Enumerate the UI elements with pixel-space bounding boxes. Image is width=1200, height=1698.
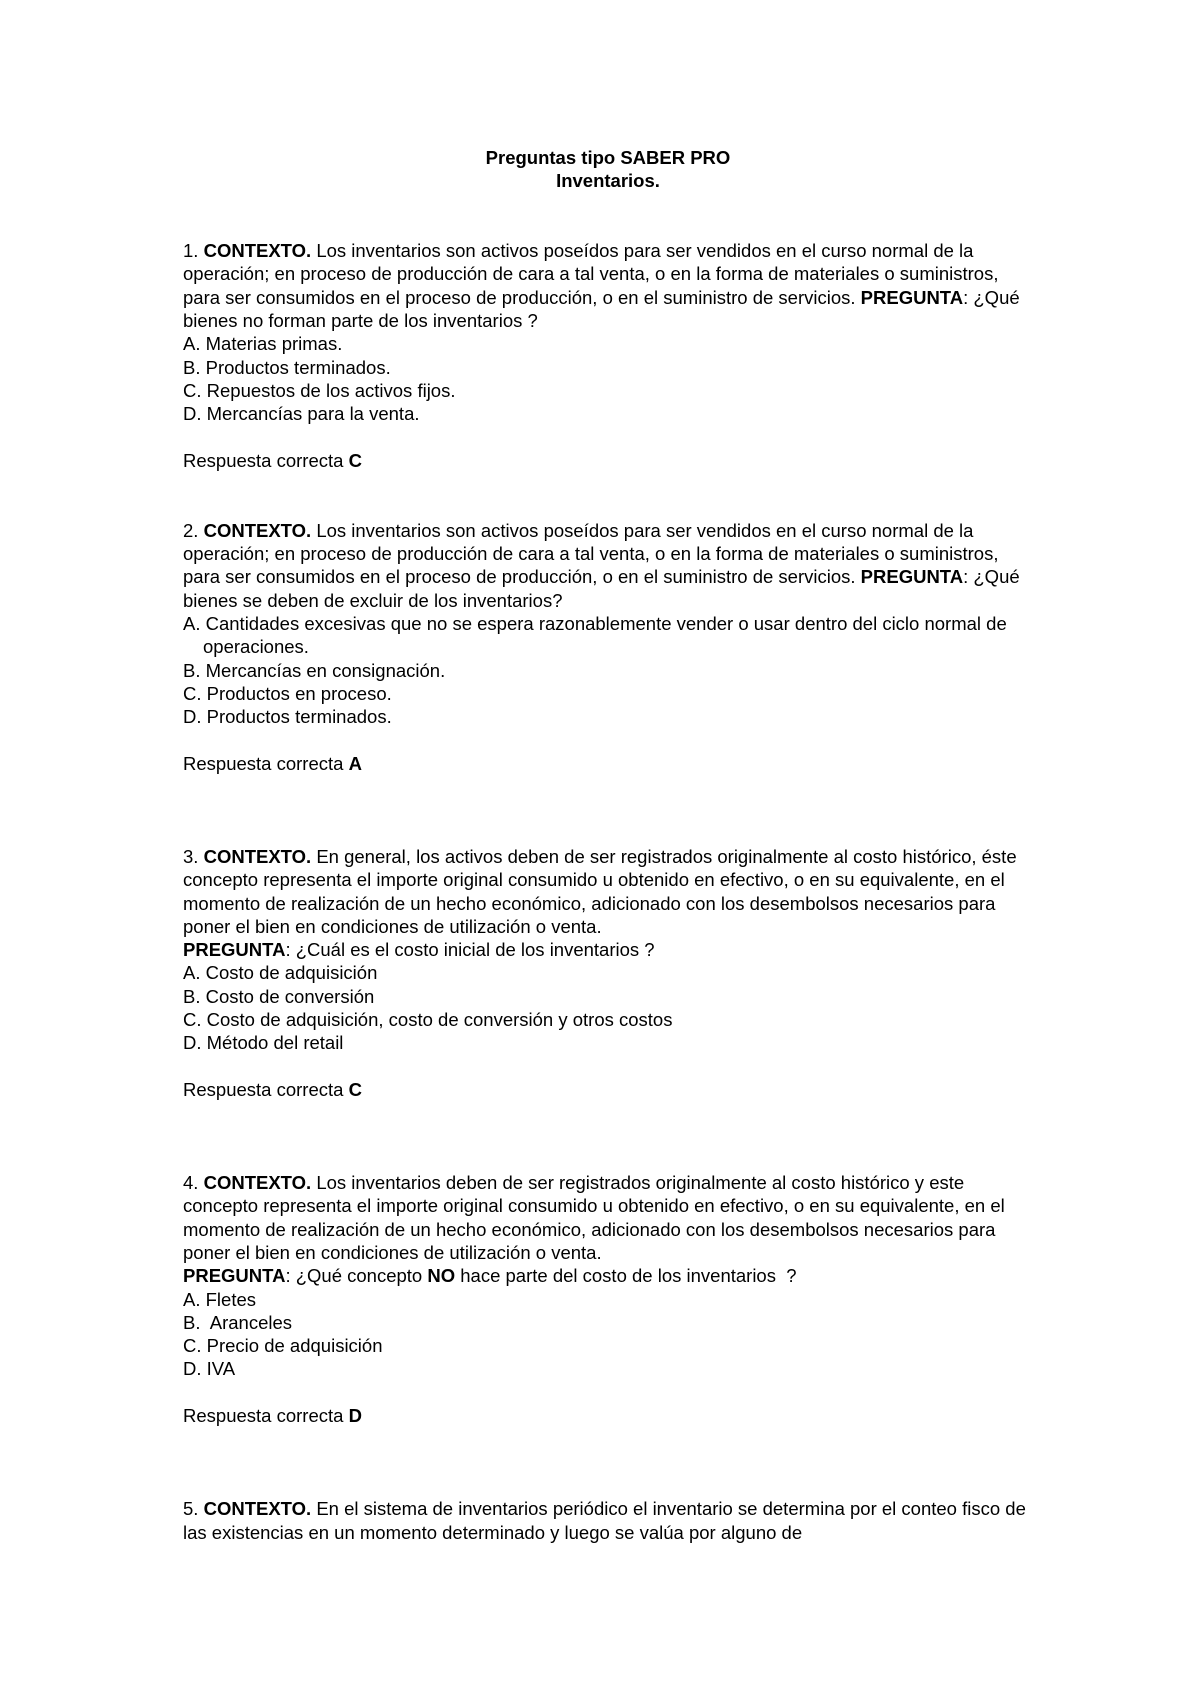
document-content	[183, 146, 1033, 1544]
question-2	[183, 519, 1033, 775]
question-4-context	[183, 1171, 1033, 1264]
option-a: A. Costo de adquisición	[183, 962, 378, 984]
context-text: En el sistema de inventarios periódico el inventario se determina por el conteo fisco de las existencias en un momento determinado y luego se valúa por alguno de	[183, 1498, 1026, 1543]
answer-line	[183, 1404, 1033, 1427]
option-d: D. Método del retail	[183, 1032, 344, 1054]
context-label: CONTEXTO.	[203, 519, 312, 541]
spacer	[183, 1101, 1033, 1171]
spacer	[183, 728, 1033, 751]
answer-line	[183, 1078, 1033, 1101]
question-label: PREGUNTA	[183, 939, 286, 961]
question-3-context	[183, 845, 1033, 938]
context-text: En general, los activos deben de ser registrados originalmente al costo histórico, éste concepto representa el importe original consumido u obtenido en efectivo, o en su equivalente, en el momento de realización de un hecho económico, adicionado con los desembolsos necesarios para poner el bien en condiciones de utilización o venta.	[183, 845, 1017, 937]
question-number: 2.	[183, 519, 199, 541]
spacer	[183, 193, 1033, 240]
answer-value: C	[348, 1078, 362, 1100]
question-5	[183, 1497, 1033, 1544]
question-4-prompt	[183, 1264, 1033, 1287]
question-label: PREGUNTA	[860, 566, 964, 588]
option-b: B. Productos terminados.	[183, 356, 391, 378]
question-4	[183, 1171, 1033, 1427]
option-b: B. Mercancías en consignación.	[183, 659, 446, 681]
question-1	[183, 239, 1033, 472]
option-a: A. Fletes	[183, 1288, 256, 1310]
spacer	[183, 472, 1033, 519]
answer-value: C	[348, 449, 362, 471]
option-b: B. Costo de conversión	[183, 985, 375, 1007]
question-label: PREGUNTA	[860, 286, 964, 308]
question-text-after: hace parte del costo de los inventarios ?	[455, 1265, 797, 1287]
question-text-before: : ¿Qué concepto	[285, 1265, 428, 1287]
option-c: C. Costo de adquisición, costo de conversión y otros costos	[183, 1008, 673, 1030]
answer-label: Respuesta correcta	[183, 1078, 344, 1100]
option-d: D. Productos terminados.	[183, 706, 392, 728]
question-3	[183, 845, 1033, 1101]
question-number: 3.	[183, 845, 199, 867]
question-1-body	[183, 239, 1033, 332]
answer-label: Respuesta correcta	[183, 752, 344, 774]
option-d: D. IVA	[183, 1358, 236, 1380]
context-label: CONTEXTO.	[203, 240, 312, 262]
option-a: A. Materias primas.	[183, 333, 343, 355]
context-text: Los inventarios son activos poseídos para ser vendidos en el curso normal de la operación; en proceso de producción de cara a tal venta, o en la forma de materiales o suministros, para ser consumidos en el proceso de producción, o en el suministro de servicios.	[183, 519, 999, 588]
option-c: C. Precio de adquisición	[183, 1335, 383, 1357]
document-title: Preguntas tipo SABER PRO	[485, 147, 731, 168]
question-number: 1.	[183, 240, 199, 262]
question-number: 5.	[183, 1498, 199, 1520]
answer-label: Respuesta correcta	[183, 1405, 344, 1427]
answer-value: A	[348, 752, 362, 774]
option-c: C. Productos en proceso.	[183, 682, 392, 704]
option-c: C. Repuestos de los activos fijos.	[183, 379, 456, 401]
question-2-body	[183, 519, 1033, 612]
question-label: PREGUNTA	[183, 1265, 286, 1287]
document-header	[183, 146, 1033, 193]
question-emphasis: NO	[427, 1265, 456, 1287]
context-label: CONTEXTO.	[203, 845, 312, 867]
context-label: CONTEXTO.	[203, 1498, 312, 1520]
question-text: : ¿Qué bienes se deben de excluir de los inventarios?	[183, 566, 1020, 611]
answer-label: Respuesta correcta	[183, 449, 344, 471]
spacer	[183, 1055, 1033, 1078]
question-3-prompt	[183, 938, 1033, 961]
spacer	[183, 1427, 1033, 1497]
document-subtitle: Inventarios.	[556, 170, 660, 192]
option-a: A. Cantidades excesivas que no se espera razonablemente vender o usar dentro del ciclo normal de operaciones.	[183, 612, 1007, 658]
question-number: 4.	[183, 1172, 199, 1194]
answer-line	[183, 752, 1033, 775]
context-label: CONTEXTO.	[203, 1172, 312, 1194]
question-5-context	[183, 1497, 1033, 1544]
spacer	[183, 426, 1033, 449]
answer-value: D	[348, 1405, 362, 1427]
context-text: Los inventarios deben de ser registrados originalmente al costo histórico y este concepto representa el importe original consumido u obtenido en efectivo, o en su equivalente, en el momento de realización de un hecho económico, adicionado con los desembolsos necesarios para poner el bien en condiciones de utilización o venta.	[183, 1172, 1005, 1263]
spacer	[183, 1381, 1033, 1404]
context-text: Los inventarios son activos poseídos para ser vendidos en el curso normal de la operación; en proceso de producción de cara a tal venta, o en la forma de materiales o suministros, para ser consumidos en el proceso de producción, o en el suministro de servicios.	[183, 240, 999, 308]
option-b: B. Aranceles	[183, 1311, 293, 1333]
question-text: : ¿Cuál es el costo inicial de los inventarios ?	[285, 939, 655, 961]
option-d: D. Mercancías para la venta.	[183, 403, 420, 425]
question-text: : ¿Qué bienes no forman parte de los inventarios ?	[183, 286, 1020, 332]
answer-line	[183, 449, 1033, 472]
spacer	[183, 775, 1033, 845]
